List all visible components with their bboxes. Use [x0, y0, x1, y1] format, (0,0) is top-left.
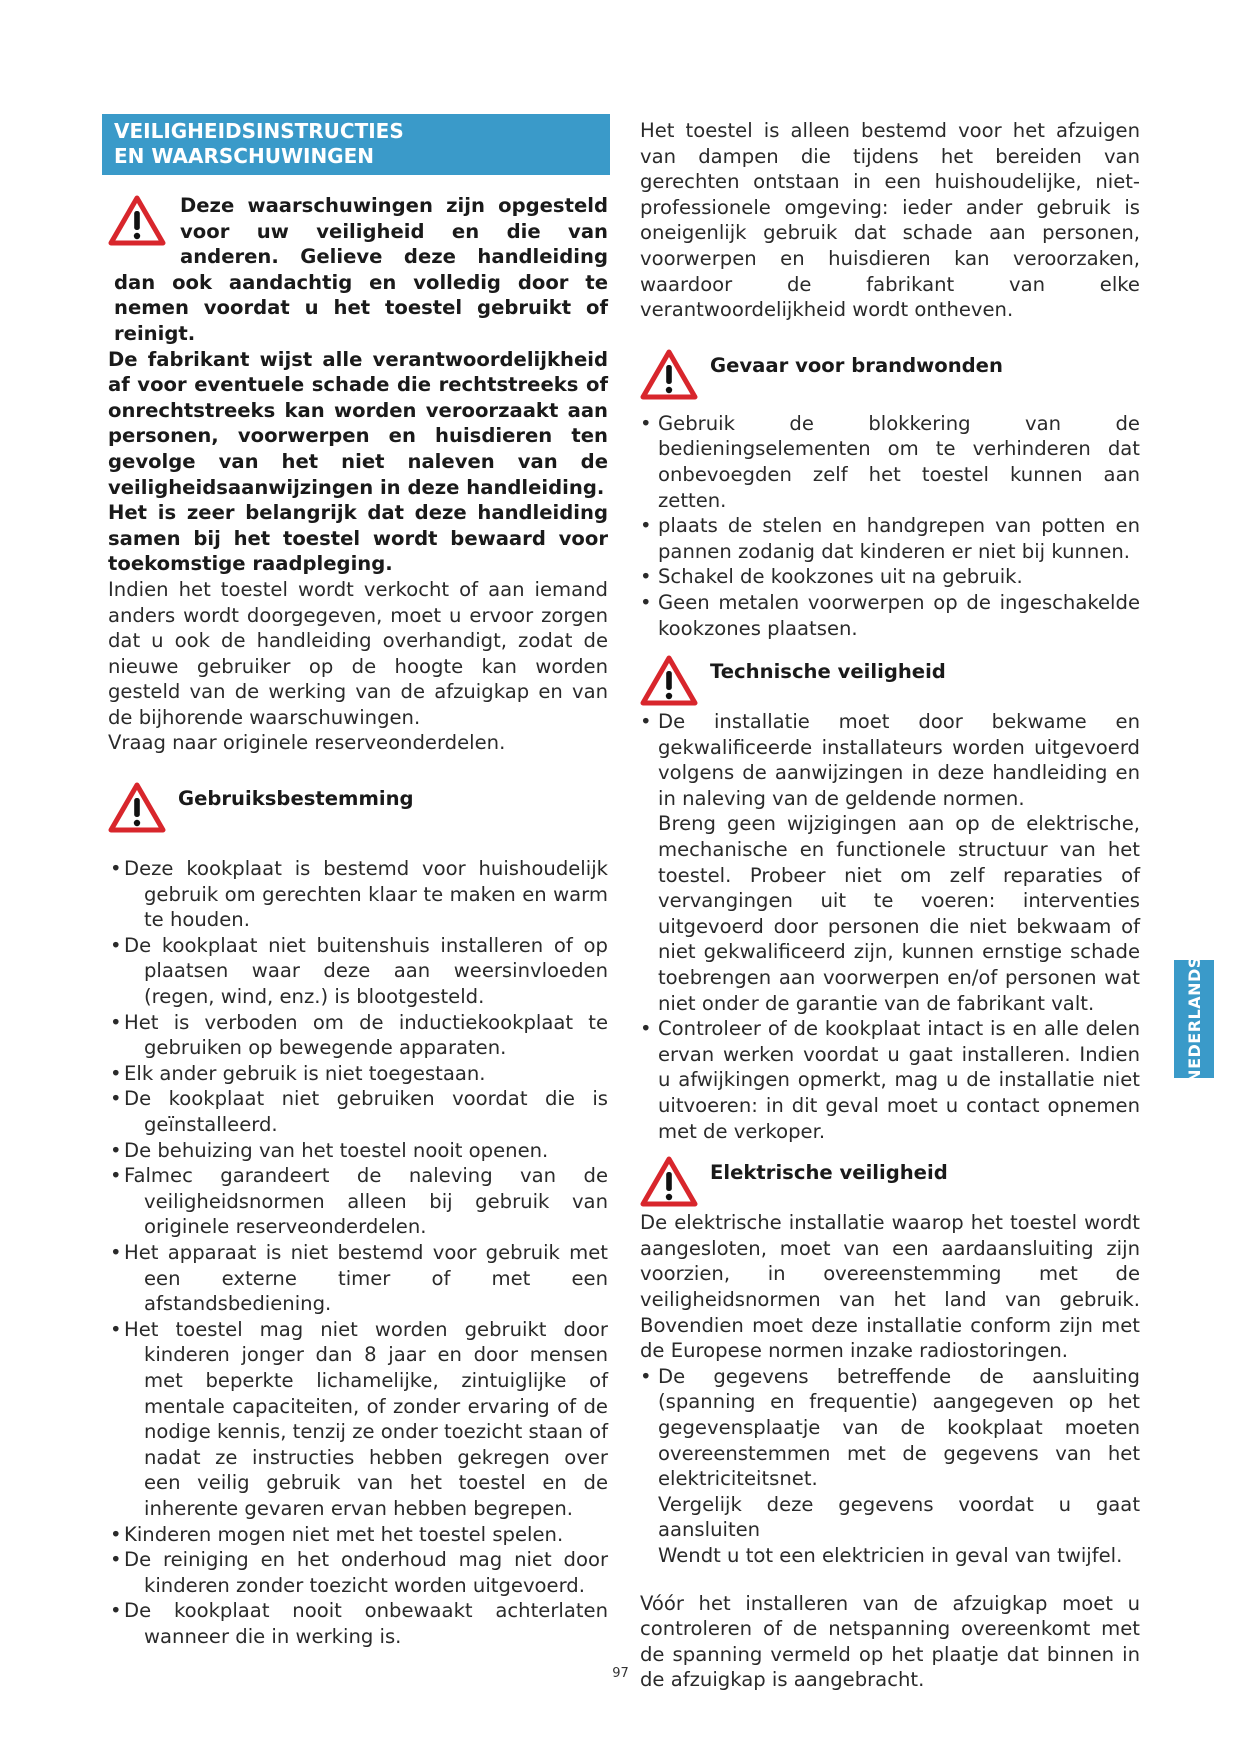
intro-disclaimer: De fabrikant wijst alle verantwoordelijkheid af voor eventuele schade die rechtstreeks of onrechtstreeks kan worden veroorzaakt aan personen, voorwerpen en huisdieren ten gevolge van het niet naleven van de veiligheidsaanwijzingen in deze handleiding.: [108, 347, 608, 499]
technisch-item1: De installatie moet door bekwame en gekwalificeerde installateurs worden uitgevoerd volgens de aanwijzingen in deze handleiding en in naleving van de geldende normen.: [658, 710, 1140, 810]
technisch-item1-extra: Breng geen wijzigingen aan op de elektrische, mechanische en functionele structuur van het toestel. Probeer niet om zelf reparaties of vervangingen uit te voeren: interventies uitgevoerd door personen die niet bekwaam of niet gekwalificeerd zijn, kunnen ernstige schade toebrengen aan voorwerpen en/of personen wat niet onder de garantie van de fabrikant valt.: [658, 812, 1140, 1015]
language-tab: [1174, 955, 1214, 1083]
list-item: • Falmec garandeert de naleving van de veiligheidsnormen alleen bij gebruik van originele reserveonderdelen.: [108, 1163, 608, 1240]
brand-title: Gevaar voor brandwonden: [710, 353, 1003, 377]
list-item: • Het apparaat is niet bestemd voor gebruik met een externe timer of met een afstandsbediening.: [108, 1240, 608, 1317]
list-item: • Geen metalen voorwerpen op de ingeschakelde kookzones plaatsen.: [640, 590, 1140, 641]
list-item: • Schakel de kookzones uit na gebruik.: [640, 564, 1140, 590]
gebruik-list: [108, 856, 608, 1649]
technisch-heading: [640, 655, 1140, 707]
list-item: [640, 709, 1140, 1016]
brand-list: [640, 411, 1140, 641]
right-column: [640, 114, 1140, 1693]
elektrisch-title: Elektrische veiligheid: [710, 1161, 948, 1185]
elektrisch-intro: De elektrische installatie waarop het toestel wordt aangesloten, moet van een aardaansluiting zijn voorzien, in overeenstemming met de veiligheidsnormen van het land van gebruik. Bovendien moet deze installatie conform zijn met de Europese normen inzake radiostoringen.: [640, 1211, 1140, 1363]
warning-icon: [640, 655, 700, 707]
list-item: • Gebruik de blokkering van de bedieningselementen om te verhinderen dat onbevoegden zelf het toestel kunnen aan zetten.: [640, 411, 1140, 513]
list-item: • Deze kookplaat is bestemd voor huishoudelijk gebruik om gerechten klaar te maken en warm te houden.: [108, 856, 608, 933]
warning-icon: [640, 1156, 700, 1208]
intro-parts-note: Vraag naar originele reserveonderdelen.: [108, 731, 506, 755]
elektrisch-item1-extra2: Wendt u tot een elektricien in geval van twijfel.: [658, 1543, 1123, 1567]
intro-warning: [108, 193, 608, 756]
elektrisch-item1: De gegevens betreffende de aansluiting (spanning en frequentie) aangegeven op het gegevensplaatje van de kookplaat moeten overeenstemmen met de gegevens van het elektriciteitsnet.: [658, 1364, 1140, 1491]
section-header-line1: VEILIGHEIDSINSTRUCTIES: [114, 119, 404, 143]
list-item: • plaats de stelen en handgrepen van potten en pannen zodanig dat kinderen er niet bij kunnen.: [640, 513, 1140, 564]
list-item: • Elk ander gebruik is niet toegestaan.: [108, 1061, 608, 1087]
gebruik-title: Gebruiksbestemming: [178, 787, 414, 811]
intro-sell-note: Indien het toestel wordt verkocht of aan iemand anders wordt doorgegeven, moet u ervoor zorgen dat u ook de handleiding overhandigt, zodat de nieuwe gebruiker op de hoogte kan worden gesteld van de werking van de afzuigkap en van de bijhorende waarschuwingen.: [108, 577, 608, 729]
list-item: • Het toestel mag niet worden gebruikt door kinderen jonger dan 8 jaar en door mensen met beperkte lichamelijke, zintuiglijke of mentale capaciteiten, of zonder ervaring of de nodige kennis, tenzij ze onder toezicht staan of nadat ze instructies hebben gekregen over een veilig gebruik van het toestel en de inherente gevaren ervan hebben begrepen.: [108, 1317, 608, 1522]
list-item: • Het is verboden om de inductiekookplaat te gebruiken op bewegende apparaten.: [108, 1010, 608, 1061]
section-header-line2: EN WAARSCHUWINGEN: [114, 144, 374, 168]
list-item: • De kookplaat niet gebruiken voordat die is geïnstalleerd.: [108, 1086, 608, 1137]
warning-icon: [108, 195, 170, 251]
list-item: • Kinderen mogen niet met het toestel spelen.: [108, 1522, 608, 1548]
brand-heading: [640, 349, 1140, 401]
intro-warning-lead: Deze waarschuwingen zijn opgesteld voor uw veiligheid en die van anderen. Gelieve deze handleiding dan ook aandachtig en volledig door te nemen voordat u het toestel gebruikt of reinigt.: [114, 194, 608, 345]
elektrisch-list: [640, 1364, 1140, 1569]
list-item: [640, 1364, 1140, 1569]
intro-keep-manual: Het is zeer belangrijk dat deze handleiding samen bij het toestel wordt bewaard voor toekomstige raadpleging.: [108, 501, 608, 576]
elektrisch-heading: [640, 1156, 1140, 1208]
page-number: 97: [612, 1666, 629, 1681]
language-tab-label: NEDERLANDS: [1184, 955, 1204, 1083]
technisch-title: Technische veiligheid: [710, 660, 946, 684]
left-column: [108, 114, 608, 1649]
elektrisch-closing: Vóór het installeren van de afzuigkap moet u controleren of de netspanning overeenkomt met de spanning vermeld op het plaatje dat binnen in de afzuigkap is aangebracht.: [640, 1591, 1140, 1692]
warning-icon: [640, 349, 700, 401]
right-intro: Het toestel is alleen bestemd voor het afzuigen van dampen die tijdens het bereiden van gerechten ontstaan in een huishoudelijke, niet-professionele omgeving: ieder ander gebruik is oneigenlijk gebruik dat schade aan personen, voorwerpen en huisdieren kan veroorzaken, waardoor de fabrikant van elke verantwoordelijkheid wordt ontheven.: [640, 119, 1140, 322]
list-item: • De reiniging en het onderhoud mag niet door kinderen zonder toezicht worden uitgevoerd.: [108, 1547, 608, 1598]
gebruik-heading: [108, 782, 608, 834]
list-item: • Controleer of de kookplaat intact is en alle delen ervan werken voordat u gaat installeren. Indien u afwijkingen opmerkt, mag u de installatie niet uitvoeren: in dit geval moet u contact opnemen met de verkoper.: [640, 1016, 1140, 1144]
section-header: [102, 114, 610, 175]
list-item: • De behuizing van het toestel nooit openen.: [108, 1138, 608, 1164]
elektrisch-item1-extra1: Vergelijk deze gegevens voordat u gaat aansluiten: [658, 1492, 1140, 1542]
list-item: • De kookplaat niet buitenshuis installeren of op plaatsen waar deze aan weersinvloeden (regen, wind, enz.) is blootgesteld.: [108, 933, 608, 1010]
list-item: • De kookplaat nooit onbewaakt achterlaten wanneer die in werking is.: [108, 1598, 608, 1649]
warning-icon: [108, 782, 168, 834]
technisch-list: [640, 709, 1140, 1144]
